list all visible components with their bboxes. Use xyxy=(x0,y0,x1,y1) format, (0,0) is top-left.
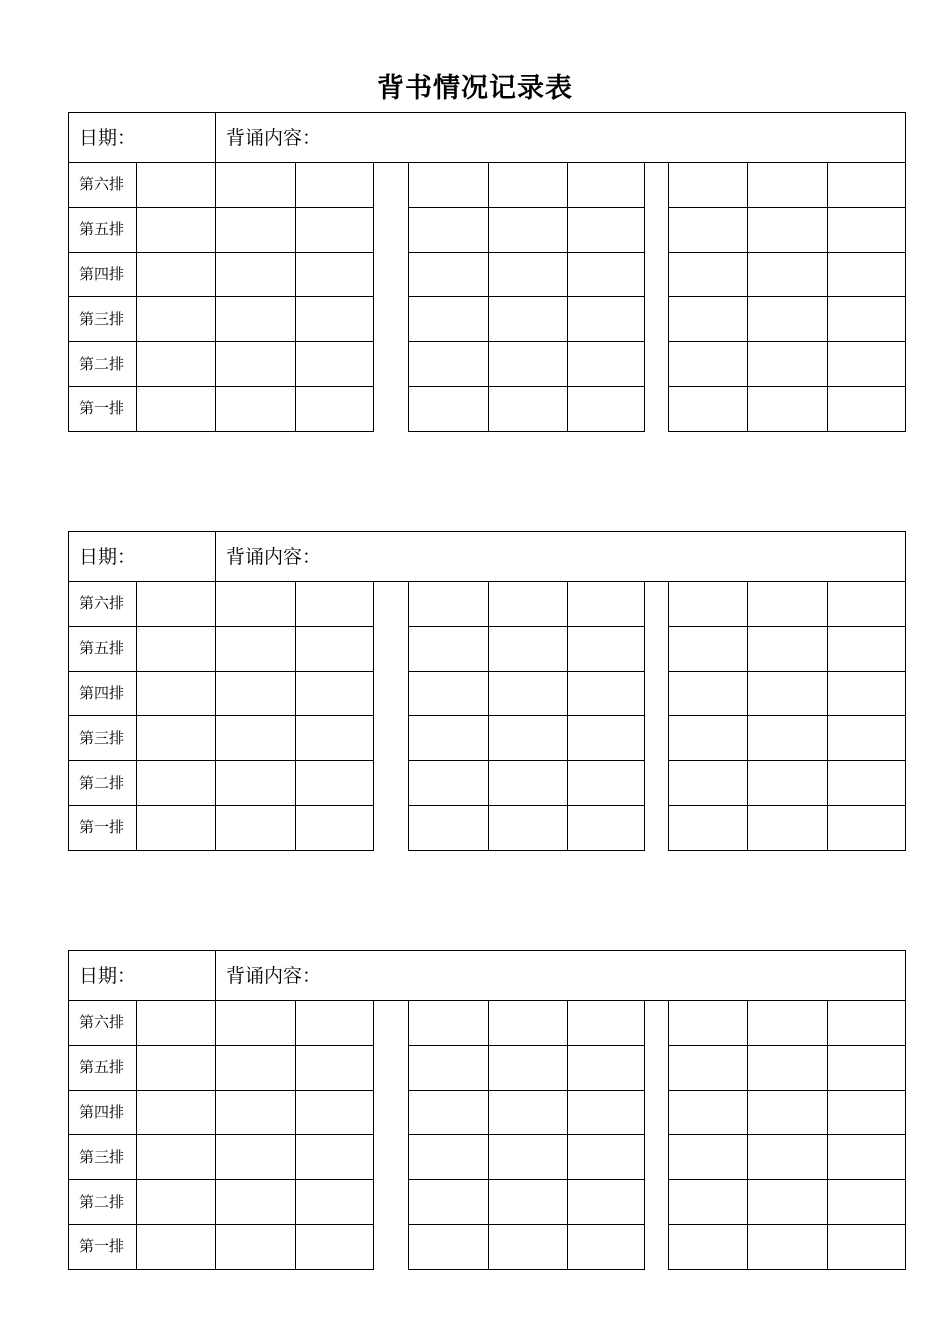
grid-line xyxy=(668,1134,906,1135)
grid-line xyxy=(136,162,137,431)
grid-line xyxy=(408,207,645,208)
grid-line xyxy=(644,581,645,850)
grid-line xyxy=(668,1090,906,1091)
grid-line xyxy=(136,581,137,850)
grid-line xyxy=(408,760,645,761)
grid-line xyxy=(68,950,906,951)
grid-line xyxy=(668,581,669,850)
grid-line xyxy=(68,252,374,253)
grid-line xyxy=(373,1000,374,1269)
grid-line xyxy=(68,581,69,850)
grid-line xyxy=(68,162,69,431)
grid-line xyxy=(644,162,645,431)
grid-line xyxy=(827,162,828,431)
grid-line xyxy=(408,431,645,432)
grid-line xyxy=(215,531,216,581)
grid-line xyxy=(488,162,489,431)
grid-line xyxy=(668,207,906,208)
grid-line xyxy=(68,1045,374,1046)
grid-line xyxy=(68,296,374,297)
grid-line xyxy=(408,805,645,806)
grid-line xyxy=(408,1000,409,1269)
grid-line xyxy=(68,671,374,672)
grid-line xyxy=(408,386,645,387)
grid-line xyxy=(68,1224,374,1225)
page-title: 背书情况记录表 xyxy=(377,73,573,104)
grid-line xyxy=(668,1045,906,1046)
grid-line xyxy=(136,1000,137,1269)
grid-line xyxy=(68,112,69,162)
grid-line xyxy=(905,581,906,850)
grid-line xyxy=(905,950,906,1000)
grid-line xyxy=(68,850,374,851)
grid-line xyxy=(408,581,409,850)
grid-line xyxy=(68,1000,69,1269)
row-label: 第四排 xyxy=(79,684,125,702)
grid-line xyxy=(68,531,906,532)
grid-line xyxy=(215,581,216,850)
grid-line xyxy=(68,341,374,342)
grid-line xyxy=(408,296,645,297)
grid-line xyxy=(68,805,374,806)
grid-line xyxy=(295,162,296,431)
grid-line xyxy=(68,1134,374,1135)
grid-line xyxy=(668,1269,906,1270)
content-label: 背诵内容： xyxy=(226,546,322,568)
grid-line xyxy=(668,715,906,716)
grid-line xyxy=(215,112,216,162)
grid-line xyxy=(408,162,409,431)
grid-line xyxy=(408,1045,645,1046)
grid-line xyxy=(668,850,906,851)
grid-line xyxy=(68,1000,906,1001)
grid-line xyxy=(567,1000,568,1269)
row-label: 第二排 xyxy=(79,1193,125,1211)
record-table xyxy=(68,531,906,850)
record-table xyxy=(68,950,906,1269)
grid-line xyxy=(668,671,906,672)
grid-line xyxy=(668,760,906,761)
row-label: 第四排 xyxy=(79,265,125,283)
row-label: 第一排 xyxy=(79,1237,125,1255)
grid-line xyxy=(408,1224,645,1225)
content-label: 背诵内容： xyxy=(226,127,322,149)
grid-line xyxy=(373,162,374,431)
grid-line xyxy=(408,1269,645,1270)
grid-line xyxy=(905,531,906,581)
grid-line xyxy=(668,162,669,431)
row-label: 第五排 xyxy=(79,1058,125,1076)
grid-line xyxy=(68,531,69,581)
grid-line xyxy=(373,581,374,850)
grid-line xyxy=(68,112,906,113)
grid-line xyxy=(408,715,645,716)
grid-line xyxy=(408,1134,645,1135)
grid-line xyxy=(747,1000,748,1269)
grid-line xyxy=(408,252,645,253)
grid-line xyxy=(668,341,906,342)
grid-line xyxy=(408,341,645,342)
row-label: 第四排 xyxy=(79,1103,125,1121)
grid-line xyxy=(215,1000,216,1269)
grid-line xyxy=(68,950,69,1000)
grid-line xyxy=(68,1269,374,1270)
grid-line xyxy=(668,296,906,297)
content-label: 背诵内容： xyxy=(226,965,322,987)
grid-line xyxy=(668,1179,906,1180)
grid-line xyxy=(905,162,906,431)
grid-line xyxy=(295,1000,296,1269)
row-label: 第二排 xyxy=(79,355,125,373)
row-label: 第六排 xyxy=(79,175,125,193)
grid-line xyxy=(68,715,374,716)
grid-line xyxy=(827,1000,828,1269)
grid-line xyxy=(827,581,828,850)
grid-line xyxy=(68,431,374,432)
row-label: 第一排 xyxy=(79,818,125,836)
grid-line xyxy=(668,1000,669,1269)
row-label: 第六排 xyxy=(79,594,125,612)
row-label: 第三排 xyxy=(79,310,125,328)
grid-line xyxy=(408,1090,645,1091)
grid-line xyxy=(295,581,296,850)
grid-line xyxy=(68,207,374,208)
grid-line xyxy=(905,1000,906,1269)
row-label: 第六排 xyxy=(79,1013,125,1031)
row-label: 第五排 xyxy=(79,639,125,657)
grid-line xyxy=(488,1000,489,1269)
grid-line xyxy=(68,1090,374,1091)
grid-line xyxy=(215,950,216,1000)
date-label: 日期： xyxy=(79,127,137,149)
record-table xyxy=(68,112,906,431)
grid-line xyxy=(408,671,645,672)
grid-line xyxy=(668,1224,906,1225)
row-label: 第三排 xyxy=(79,1148,125,1166)
row-label: 第一排 xyxy=(79,399,125,417)
grid-line xyxy=(747,581,748,850)
grid-line xyxy=(905,112,906,162)
grid-line xyxy=(68,581,906,582)
grid-line xyxy=(668,805,906,806)
grid-line xyxy=(408,850,645,851)
grid-line xyxy=(68,760,374,761)
grid-line xyxy=(215,162,216,431)
grid-line xyxy=(68,386,374,387)
row-label: 第五排 xyxy=(79,220,125,238)
grid-line xyxy=(747,162,748,431)
grid-line xyxy=(668,252,906,253)
grid-line xyxy=(68,162,906,163)
grid-line xyxy=(408,626,645,627)
grid-line xyxy=(68,626,374,627)
grid-line xyxy=(668,626,906,627)
row-label: 第二排 xyxy=(79,774,125,792)
row-label: 第三排 xyxy=(79,729,125,747)
grid-line xyxy=(408,1179,645,1180)
date-label: 日期： xyxy=(79,965,137,987)
grid-line xyxy=(567,162,568,431)
grid-line xyxy=(68,1179,374,1180)
grid-line xyxy=(567,581,568,850)
grid-line xyxy=(488,581,489,850)
grid-line xyxy=(668,431,906,432)
grid-line xyxy=(644,1000,645,1269)
grid-line xyxy=(668,386,906,387)
date-label: 日期： xyxy=(79,546,137,568)
